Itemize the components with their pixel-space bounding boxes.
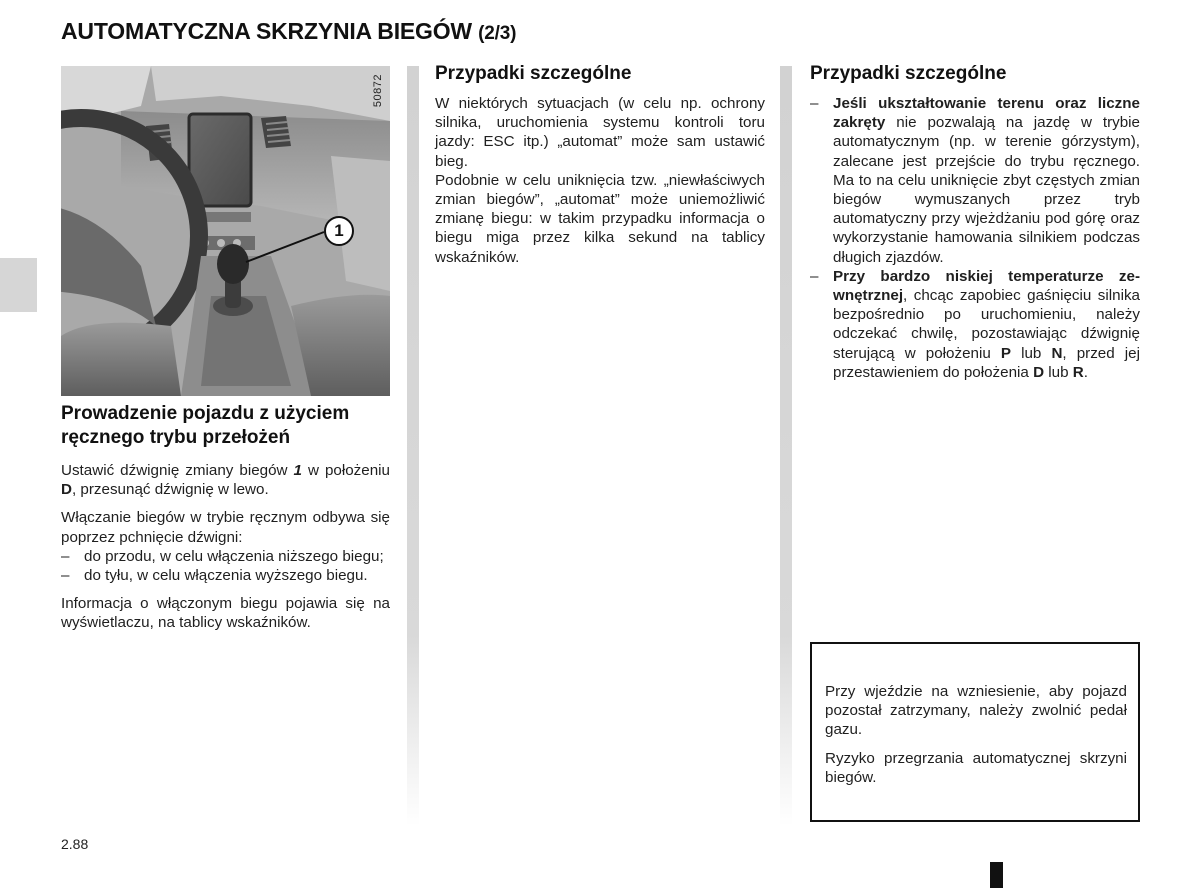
list-item <box>61 547 390 566</box>
special-cases-list <box>810 94 1140 382</box>
list-item-text: do tyłu, w celu włączenia wyższego biegu. <box>84 567 368 585</box>
lever-reference-number: 1 <box>293 462 302 479</box>
paragraph-set-lever <box>61 461 390 499</box>
list-item <box>61 566 390 585</box>
text-segment: , chcąc zapobiec gaśnięciu silnika bezpośrednio po uruchomieniu, należy odczekać chwilę, pozostawiając dźwignię sterującą w położeniu <box>833 287 1140 362</box>
text-segment: . <box>1083 363 1088 381</box>
page-title <box>61 18 516 45</box>
note-box <box>810 642 1140 822</box>
note-content <box>825 682 1127 796</box>
right-column <box>810 63 1140 391</box>
list-item-text: nie pozwalają na jazdę w trybie automatycznym (np. w terenie górzystym), zalecane jest przejście do trybu ręcznego. Ma to na celu uniknięcie zbyt częstych zmian biegów wymuszanych przez tryb automatyczny przy wjeżdżaniu pod górę oraz wykorzystanie hamowania silnikiem podczas długich zjazdów. <box>833 114 1140 266</box>
middle-column <box>435 63 765 267</box>
shift-direction-list <box>61 547 390 585</box>
figure-reference-code: 50872 <box>372 74 384 108</box>
note-paragraph-hill: Przy wjeździe na wzniesienie, aby pojazd pozostał zatrzymany, należy zwolnić pedał gazu. <box>825 683 1127 739</box>
chapter-side-tab <box>0 258 37 312</box>
page-title-part: (2/3) <box>478 23 517 44</box>
paragraph-auto-shift: W niektórych sytuacjach (w celu np. ochrony silnika, uruchomienia systemu kontroli toru jazdy: ESC itp.) „automat” może sam ustawić bieg. <box>435 95 765 170</box>
gear-position-d: D <box>1033 363 1045 381</box>
text-segment: lub <box>1044 363 1073 381</box>
section-heading-special-cases: Przypadki szczególne <box>435 63 632 84</box>
text-segment: , przed jej przestawieniem do położenia <box>833 344 1140 381</box>
page-number: 2.88 <box>61 836 89 852</box>
note-paragraph-overheat: Ryzyko przegrzania automatycznej skrzyni biegów. <box>825 749 1127 786</box>
paragraph-gear-display: Informacja o włączonym biegu pojawia się na wyświetlaczu, na tablicy wskaźników. <box>61 595 390 632</box>
dash-bullet: – <box>61 547 70 565</box>
list-item-text: do przodu, w celu włączenia niższego biegu; <box>84 547 384 565</box>
dash-bullet: – <box>810 95 819 112</box>
paragraph-manual-shift: Włączanie biegów w trybie ręcznym odbywa się poprzez pchnięcie dźwigni: <box>61 509 390 546</box>
text-segment: w położeniu <box>301 462 390 479</box>
list-item <box>810 267 1140 382</box>
list-item <box>810 94 1140 267</box>
paragraph-prevent-shift: Podobnie w celu uniknięcia tzw. „niewłaściwych zmian biegów”, „automat” może uniemożliwić zmianę biegu: w takim przypadku informacja o biegu miga przez kilka sekund na tablicy wskaźników. <box>435 171 765 266</box>
gear-position-r: R <box>1072 363 1084 381</box>
callout-marker: 1 <box>324 216 354 246</box>
section-heading-special-cases-right: Przypadki szczególne <box>810 63 1007 84</box>
gear-position-d: D <box>61 481 72 499</box>
text-segment: Ustawić dźwignię zmiany biegów <box>61 462 294 479</box>
emphasis-temperature: Przy bardzo niskiej temperaturze zewnętrznej <box>833 267 1140 305</box>
emphasis-terrain: Jeśli ukształtowanie terenu oraz liczne zakręty <box>833 95 1140 132</box>
dash-bullet: – <box>61 567 70 585</box>
section-heading-manual-mode: Prowadzenie pojazdu z użyciem ręcznego trybu przełożeń <box>61 403 350 448</box>
text-segment: , przesunąć dźwignię w lewo. <box>71 481 269 499</box>
left-column <box>61 402 390 642</box>
gear-position-p: P <box>1000 344 1011 362</box>
page-title-text: AUTOMATYCZNA SKRZYNIA BIEGÓW <box>61 18 472 44</box>
column-divider-2 <box>780 66 792 826</box>
column-divider-1 <box>407 66 419 826</box>
gear-position-n: N <box>1051 344 1063 362</box>
page-edge-mark <box>990 862 1003 888</box>
dash-bullet: – <box>810 267 819 285</box>
text-segment: lub <box>1011 344 1052 362</box>
gear-lever-illustration <box>61 66 390 396</box>
